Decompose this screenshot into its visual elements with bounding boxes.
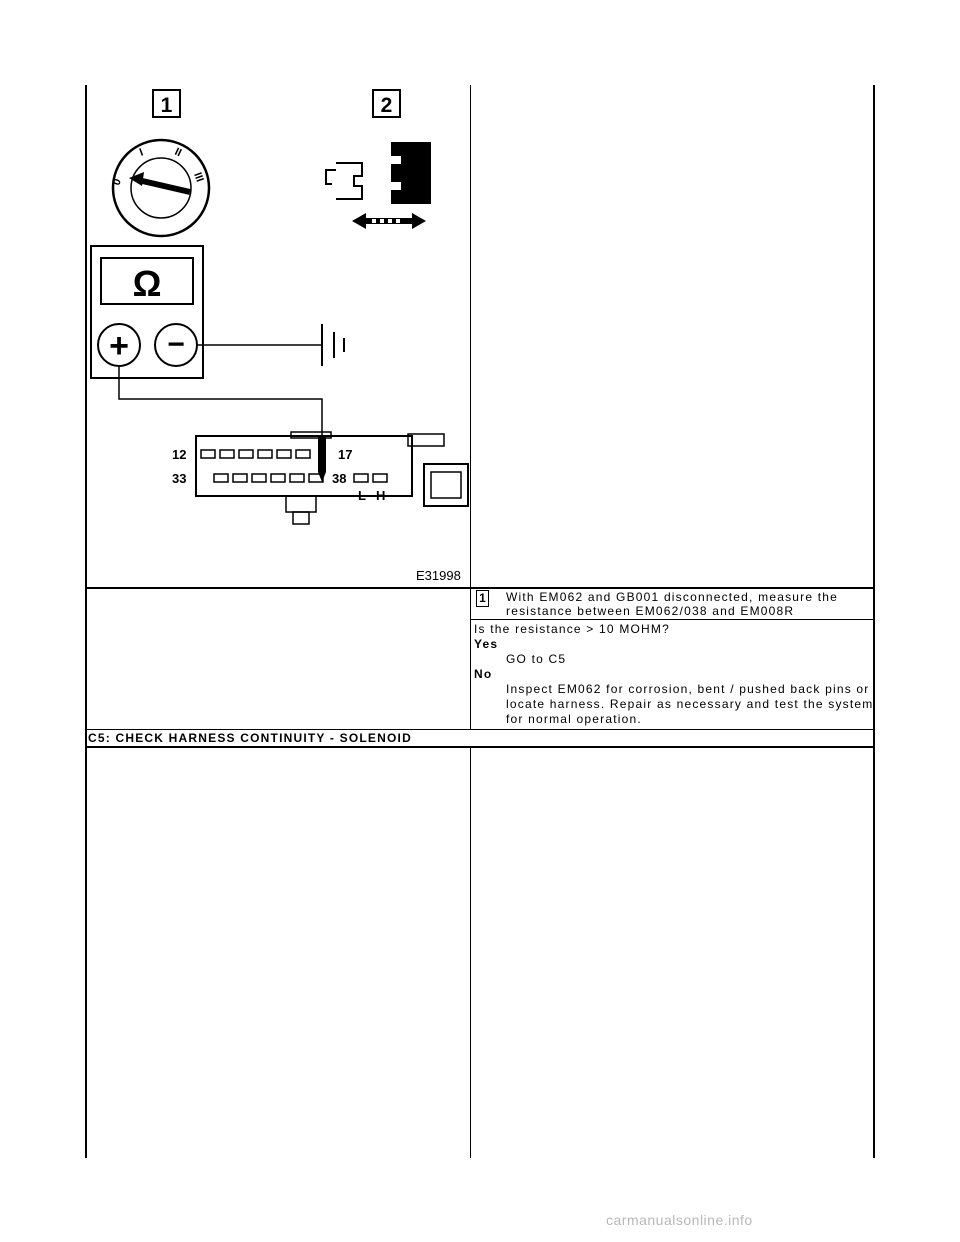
- step-number: 1: [479, 591, 486, 605]
- frame-right-border: [873, 85, 875, 1158]
- pin-label-12: 12: [172, 447, 187, 462]
- svg-text:II: II: [172, 145, 184, 160]
- figure-id: E31998: [416, 568, 461, 583]
- step-instruction-line-1: With EM062 and GB001 disconnected, measure the: [506, 590, 839, 604]
- no-action-line-3: for normal operation.: [506, 712, 642, 726]
- frame-row-line-question: [85, 729, 875, 730]
- pin-label-17: 17: [338, 447, 353, 462]
- plus-terminal: +: [109, 327, 129, 365]
- svg-text:III: III: [191, 170, 206, 184]
- wiring-diagram: [86, 86, 471, 586]
- watermark: carmanualsonline.info: [606, 1212, 753, 1228]
- ignition-switch-icon: [111, 140, 209, 236]
- no-action-line-1: Inspect EM062 for corrosion, bent / pushed back pins or: [506, 682, 870, 696]
- ground-symbol-icon: [322, 324, 344, 366]
- ohm-symbol: Ω: [132, 263, 162, 304]
- no-action-line-2: locate harness. Repair as necessary and test the system: [506, 697, 874, 711]
- yes-action: GO to C5: [506, 652, 567, 666]
- question-text: Is the resistance > 10 MOHM?: [474, 622, 670, 636]
- frame-row-line-step: [470, 619, 875, 620]
- callout-1-number: 1: [160, 94, 173, 117]
- pin-label-l: L: [358, 488, 366, 503]
- test-probe-icon: [318, 436, 326, 482]
- frame-row-line-figure: [85, 587, 875, 589]
- connector-disconnect-icon: [326, 142, 431, 229]
- pin-label-33: 33: [172, 471, 187, 486]
- callout-2-number: 2: [380, 94, 393, 117]
- step-number-box: [476, 590, 489, 607]
- svg-text:I: I: [137, 146, 145, 159]
- svg-text:0: 0: [110, 177, 124, 188]
- yes-label: Yes: [474, 637, 499, 651]
- frame-row-line-heading: [85, 746, 875, 748]
- step-instruction-line-2: resistance between EM062/038 and EM008R: [506, 604, 795, 618]
- no-label: No: [474, 667, 493, 681]
- pin-label-38: 38: [332, 471, 347, 486]
- pin-label-h: H: [376, 488, 386, 503]
- multimeter-icon: [91, 246, 203, 378]
- minus-terminal: −: [167, 328, 185, 361]
- frame-middle-divider-bottom: [470, 747, 471, 1158]
- section-heading: C5: CHECK HARNESS CONTINUITY - SOLENOID: [88, 731, 412, 745]
